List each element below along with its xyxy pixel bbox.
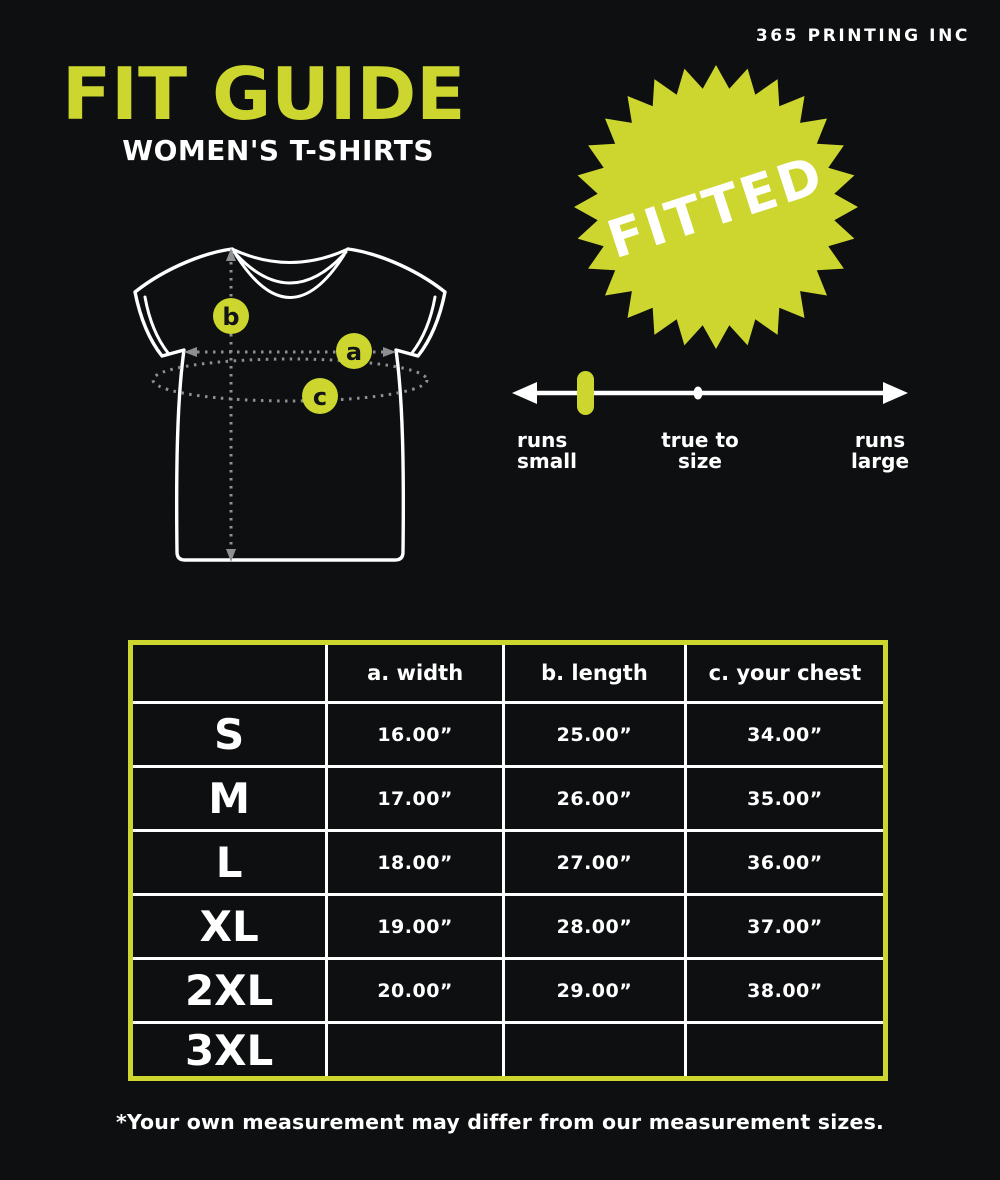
fit-scale-arrow-right (883, 382, 908, 404)
marker-b-letter: b (222, 303, 240, 331)
table-row (131, 831, 886, 895)
collar-back-line (232, 249, 348, 263)
chest-value: 35.00” (685, 767, 885, 831)
true-to-size-dot (694, 387, 703, 400)
table-row (131, 895, 886, 959)
size-label: XL (131, 895, 327, 959)
width-arrow-left (184, 347, 197, 357)
width-value: 19.00” (327, 895, 504, 959)
header-chest: c. your chest (685, 643, 885, 703)
badge-label: FITTED (600, 144, 832, 272)
length-value: 27.00” (503, 831, 685, 895)
page-subtitle: WOMEN'S T-SHIRTS (122, 134, 434, 167)
chest-value (685, 1023, 885, 1079)
footnote: *Your own measurement may differ from our measurement sizes. (115, 1110, 885, 1134)
size-label: M (131, 767, 327, 831)
brand-text: 365 PRINTING INC (755, 26, 970, 46)
chest-value: 34.00” (685, 703, 885, 767)
header-length: b. length (503, 643, 685, 703)
width-value (327, 1023, 504, 1079)
chest-measure-ellipse (153, 359, 427, 401)
tshirt-outline (135, 249, 445, 560)
width-value: 16.00” (327, 703, 504, 767)
length-value: 28.00” (503, 895, 685, 959)
table-row (131, 959, 886, 1023)
table-row (131, 703, 886, 767)
size-table (128, 640, 888, 1081)
chest-value: 38.00” (685, 959, 885, 1023)
width-arrow-right (383, 347, 396, 357)
chest-value: 37.00” (685, 895, 885, 959)
length-value (503, 1023, 685, 1079)
length-value: 29.00” (503, 959, 685, 1023)
table-header-row (131, 643, 886, 703)
fitted-badge (566, 57, 866, 357)
table-row (131, 767, 886, 831)
scale-label-runs-large: runs large (850, 428, 910, 473)
header-width: a. width (327, 643, 504, 703)
right-sleeve-trim (412, 297, 435, 353)
length-value: 25.00” (503, 703, 685, 767)
size-label: L (131, 831, 327, 895)
scale-label-true-to-size: true to size (661, 428, 739, 473)
left-sleeve-trim (145, 297, 168, 353)
width-value: 20.00” (327, 959, 504, 1023)
page-title: FIT GUIDE (62, 52, 466, 136)
length-value: 26.00” (503, 767, 685, 831)
header-size (131, 643, 327, 703)
fit-scale-arrow-left (512, 382, 537, 404)
scale-label-runs-small: runs small (517, 428, 577, 473)
width-value: 17.00” (327, 767, 504, 831)
fit-indicator (577, 371, 594, 415)
marker-a-letter: a (345, 338, 363, 366)
chest-value: 36.00” (685, 831, 885, 895)
width-value: 18.00” (327, 831, 504, 895)
marker-c-letter: c (312, 383, 328, 411)
size-label: 3XL (131, 1023, 327, 1079)
table-row (131, 1023, 886, 1079)
size-label: 2XL (131, 959, 327, 1023)
size-label: S (131, 703, 327, 767)
